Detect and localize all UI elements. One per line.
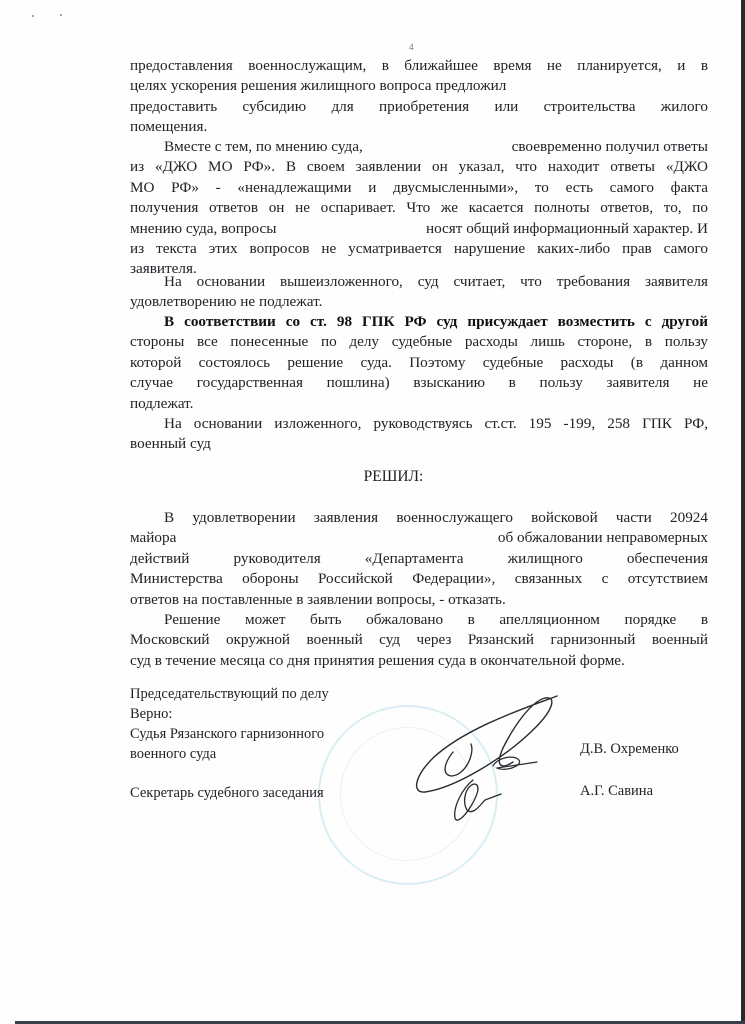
text-fragment: Вместе с тем, по мнению суда, (164, 138, 363, 155)
signature-label: Верно: (130, 706, 173, 722)
text-line: ответов на поставленные в заявлении вопросы, - отказать. (130, 590, 506, 608)
text-line: В удовлетворении заявления военнослужащего войсковой части 20924 (164, 509, 708, 526)
secretary-block (130, 783, 324, 803)
text-line: подлежат. (130, 394, 194, 412)
secretary-signature (445, 776, 505, 826)
text-line: Решение может быть обжаловано в апелляционном порядке в (164, 611, 708, 628)
text-fragment: своевременно получил ответы (511, 138, 708, 155)
text-line: предоставить субсидию для приобретения или строительства жилого (130, 97, 708, 115)
appeal-paragraph (130, 610, 708, 671)
decision-paragraph (130, 508, 708, 610)
paragraph-conclusion (130, 272, 708, 313)
judge-name: Д.В. Охременко (580, 741, 679, 757)
text-line: удовлетворению не подлежат. (130, 293, 323, 311)
text-line: На основании вышеизложенного, суд считает, что требования заявителя (164, 273, 708, 290)
secretary-name: А.Г. Савина (580, 783, 654, 799)
text-line: из текста этих вопросов не усматривается нарушение каких-либо прав самого (130, 240, 708, 258)
text-line: случае государственная пошлина) взысканию в пользу заявителя не (130, 374, 708, 392)
paragraph-court-costs (130, 312, 708, 414)
decision-heading (0, 468, 745, 486)
text-line: В соответствии со ст. 98 ГПК РФ суд присуждает возместить с другой (164, 313, 708, 330)
paragraph-answers (130, 137, 708, 280)
decision-heading-text: РЕШИЛ: (363, 468, 424, 485)
text-line: военный суд (130, 435, 211, 453)
text-line: Московский окружной военный суд через Рязанский гарнизонный военный (130, 631, 708, 649)
text-line: из «ДЖО МО РФ». В своем заявлении он указал, что находит ответы «ДЖО (130, 158, 708, 176)
text-line: Министерства обороны Российской Федерации», связанных с отсутствием (130, 570, 708, 588)
scan-border-right (741, 0, 745, 1024)
text-fragment: майора (130, 529, 177, 547)
signature-label: Председательствующий по делу (130, 686, 329, 702)
paragraph-legal-basis (130, 414, 708, 455)
text-line: стороны все понесенные по делу судебные расходы лишь стороне, в пользу (130, 333, 708, 351)
text-line: заявителя. (130, 260, 197, 278)
text-line: получения ответов он не оспаривает. Что же касается полноты ответов, то, по (130, 199, 708, 217)
presiding-judge-block (130, 684, 329, 764)
signature-label: Судья Рязанского гарнизонного (130, 726, 325, 742)
text-line: действий руководителя «Департамента жилищного обеспечения (130, 549, 708, 567)
text-line: предоставления военнослужащим, в ближайшее время не планируется, и в (130, 57, 708, 74)
signature-label: Секретарь судебного заседания (130, 785, 324, 801)
signature-label: военного суда (130, 746, 217, 762)
text-line: МО РФ» - «ненадлежащими и двусмысленными», то есть самого факта (130, 178, 708, 196)
text-line: суд в течение месяца со дня принятия решения суда в окончательной форме. (130, 651, 625, 669)
text-fragment: мнению суда, вопросы (130, 219, 277, 237)
text-line (130, 219, 708, 239)
text-fragment: об обжаловании неправомерных (497, 529, 708, 547)
scan-artifact (30, 14, 70, 18)
text-line: целях ускорения решения жилищного вопроса предложил (130, 77, 507, 95)
paragraph-continuation (130, 56, 708, 138)
page-number: 4 (409, 42, 414, 52)
text-fragment: носят общий информационный характер. И (425, 219, 708, 237)
text-line (130, 528, 708, 548)
text-line: помещения. (130, 118, 208, 136)
text-line: которой состоялось решение суда. Поэтому судебные расходы (в данном (130, 353, 708, 371)
text-line: На основании изложенного, руководствуясь ст.ст. 195 -199, 258 ГПК РФ, (164, 415, 708, 432)
text-line (130, 137, 708, 157)
